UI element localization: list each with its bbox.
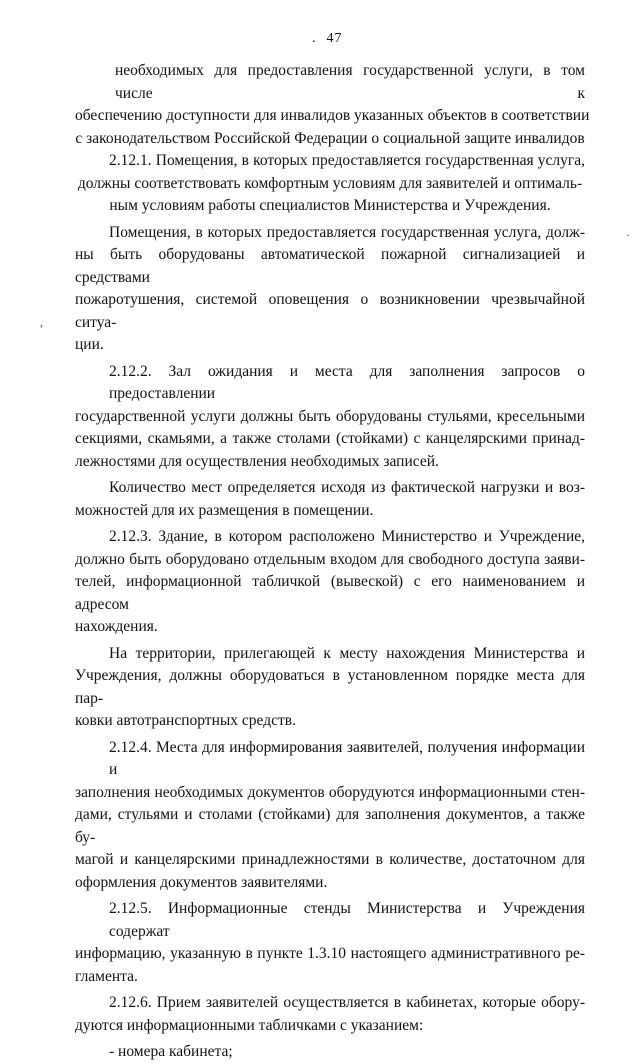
text-line: дами, стульями и столами (стойками) для заполнения документов, а также бу- bbox=[75, 806, 585, 846]
text-line: должны соответствовать комфортным условиям для заявителей и оптималь- bbox=[77, 174, 583, 192]
text-line: информацию, указанную в пункте 1.3.10 настоящего административного ре- bbox=[75, 945, 585, 962]
paragraph bbox=[75, 992, 585, 1037]
paragraph bbox=[75, 737, 585, 895]
text-line: 2.12.6. Прием заявителей осуществляется в кабинетах, которые обору- bbox=[109, 994, 585, 1011]
document-body bbox=[75, 60, 590, 1064]
text-line: Учреждения, должны оборудоваться в установленном порядке места для пар- bbox=[75, 667, 585, 707]
text-line: нахождения. bbox=[75, 618, 158, 635]
text-line: лежностями для осуществления необходимых записей. bbox=[75, 452, 439, 470]
text-line: ции. bbox=[75, 336, 104, 353]
text-line: Помещения, в которых предоставляется государственная услуга, долж- bbox=[109, 223, 585, 241]
text-line: можностей для их размещения в помещении. bbox=[75, 501, 374, 519]
text-line: - номера кабинета; bbox=[109, 1043, 233, 1060]
text-line: 2.12.1. Помещения, в которых предоставляется государственная услуга, bbox=[109, 152, 585, 169]
paragraph bbox=[75, 526, 585, 639]
paragraph bbox=[75, 222, 585, 357]
text-line: необходимых для предоставления государственной услуги, в том числе к bbox=[115, 62, 585, 102]
page-number-value: 47 bbox=[326, 31, 343, 46]
paragraph bbox=[75, 898, 585, 988]
text-line: телей, информационной табличкой (вывеской) с его наименованием и адресом bbox=[75, 573, 585, 613]
paragraph bbox=[75, 1041, 585, 1064]
text-line: магой и канцелярскими принадлежностями в количестве, достаточном для bbox=[75, 851, 585, 868]
text-line: дуются информационными табличками с указанием: bbox=[75, 1016, 424, 1034]
text-line: На территории, прилегающей к месту нахождения Министерства и bbox=[109, 644, 585, 662]
page-number bbox=[312, 31, 343, 47]
paragraph bbox=[75, 150, 585, 218]
text-line: 2.12.3. Здание, в котором расположено Министерство и Учреждение, bbox=[109, 528, 585, 545]
text-line: 2.12.2. Зал ожидания и места для заполнения запросов о предоставлении bbox=[109, 362, 585, 402]
scan-mark: · bbox=[626, 228, 630, 242]
text-line: с законодательством Российской Федерации о социальной защите инвалидов bbox=[75, 129, 585, 147]
text-line: ным условиям работы специалистов Министерства и Учреждения. bbox=[109, 197, 551, 214]
text-line: ны быть оборудованы автоматической пожарной сигнализацией и средствами bbox=[75, 246, 585, 286]
text-line: государственной услуги должны быть оборудованы стульями, кресельными bbox=[75, 407, 585, 425]
paragraph bbox=[75, 60, 590, 150]
text-line: гламента. bbox=[75, 967, 138, 985]
text-line: ковки автотранспортных средств. bbox=[75, 712, 296, 729]
text-line: секциями, скамьями, а также столами (стойками) с канцелярскими принад- bbox=[75, 430, 585, 447]
page-number-dot: . bbox=[312, 31, 317, 46]
paragraph bbox=[75, 477, 585, 522]
scan-mark: , bbox=[40, 315, 43, 329]
text-line: заполнения необходимых документов оборудуются информационными стен- bbox=[75, 783, 585, 801]
text-line: Количество мест определяется исходя из фактической нагрузки и воз- bbox=[109, 479, 585, 496]
text-line: должно быть оборудовано отдельным входом для свободного доступа заяви- bbox=[75, 550, 585, 568]
text-line: 2.12.4. Места для информирования заявителей, получения информации и bbox=[109, 738, 585, 778]
paragraph bbox=[75, 643, 585, 733]
text-line: оформления документов заявителями. bbox=[75, 873, 328, 891]
paragraph bbox=[75, 361, 585, 474]
text-line: обеспечению доступности для инвалидов указанных объектов в соответствии bbox=[75, 107, 590, 124]
text-line: 2.12.5. Информационные стенды Министерства и Учреждения содержат bbox=[109, 900, 585, 940]
text-line: пожаротушения, системой оповещения о возникновении чрезвычайной ситуа- bbox=[75, 291, 585, 331]
